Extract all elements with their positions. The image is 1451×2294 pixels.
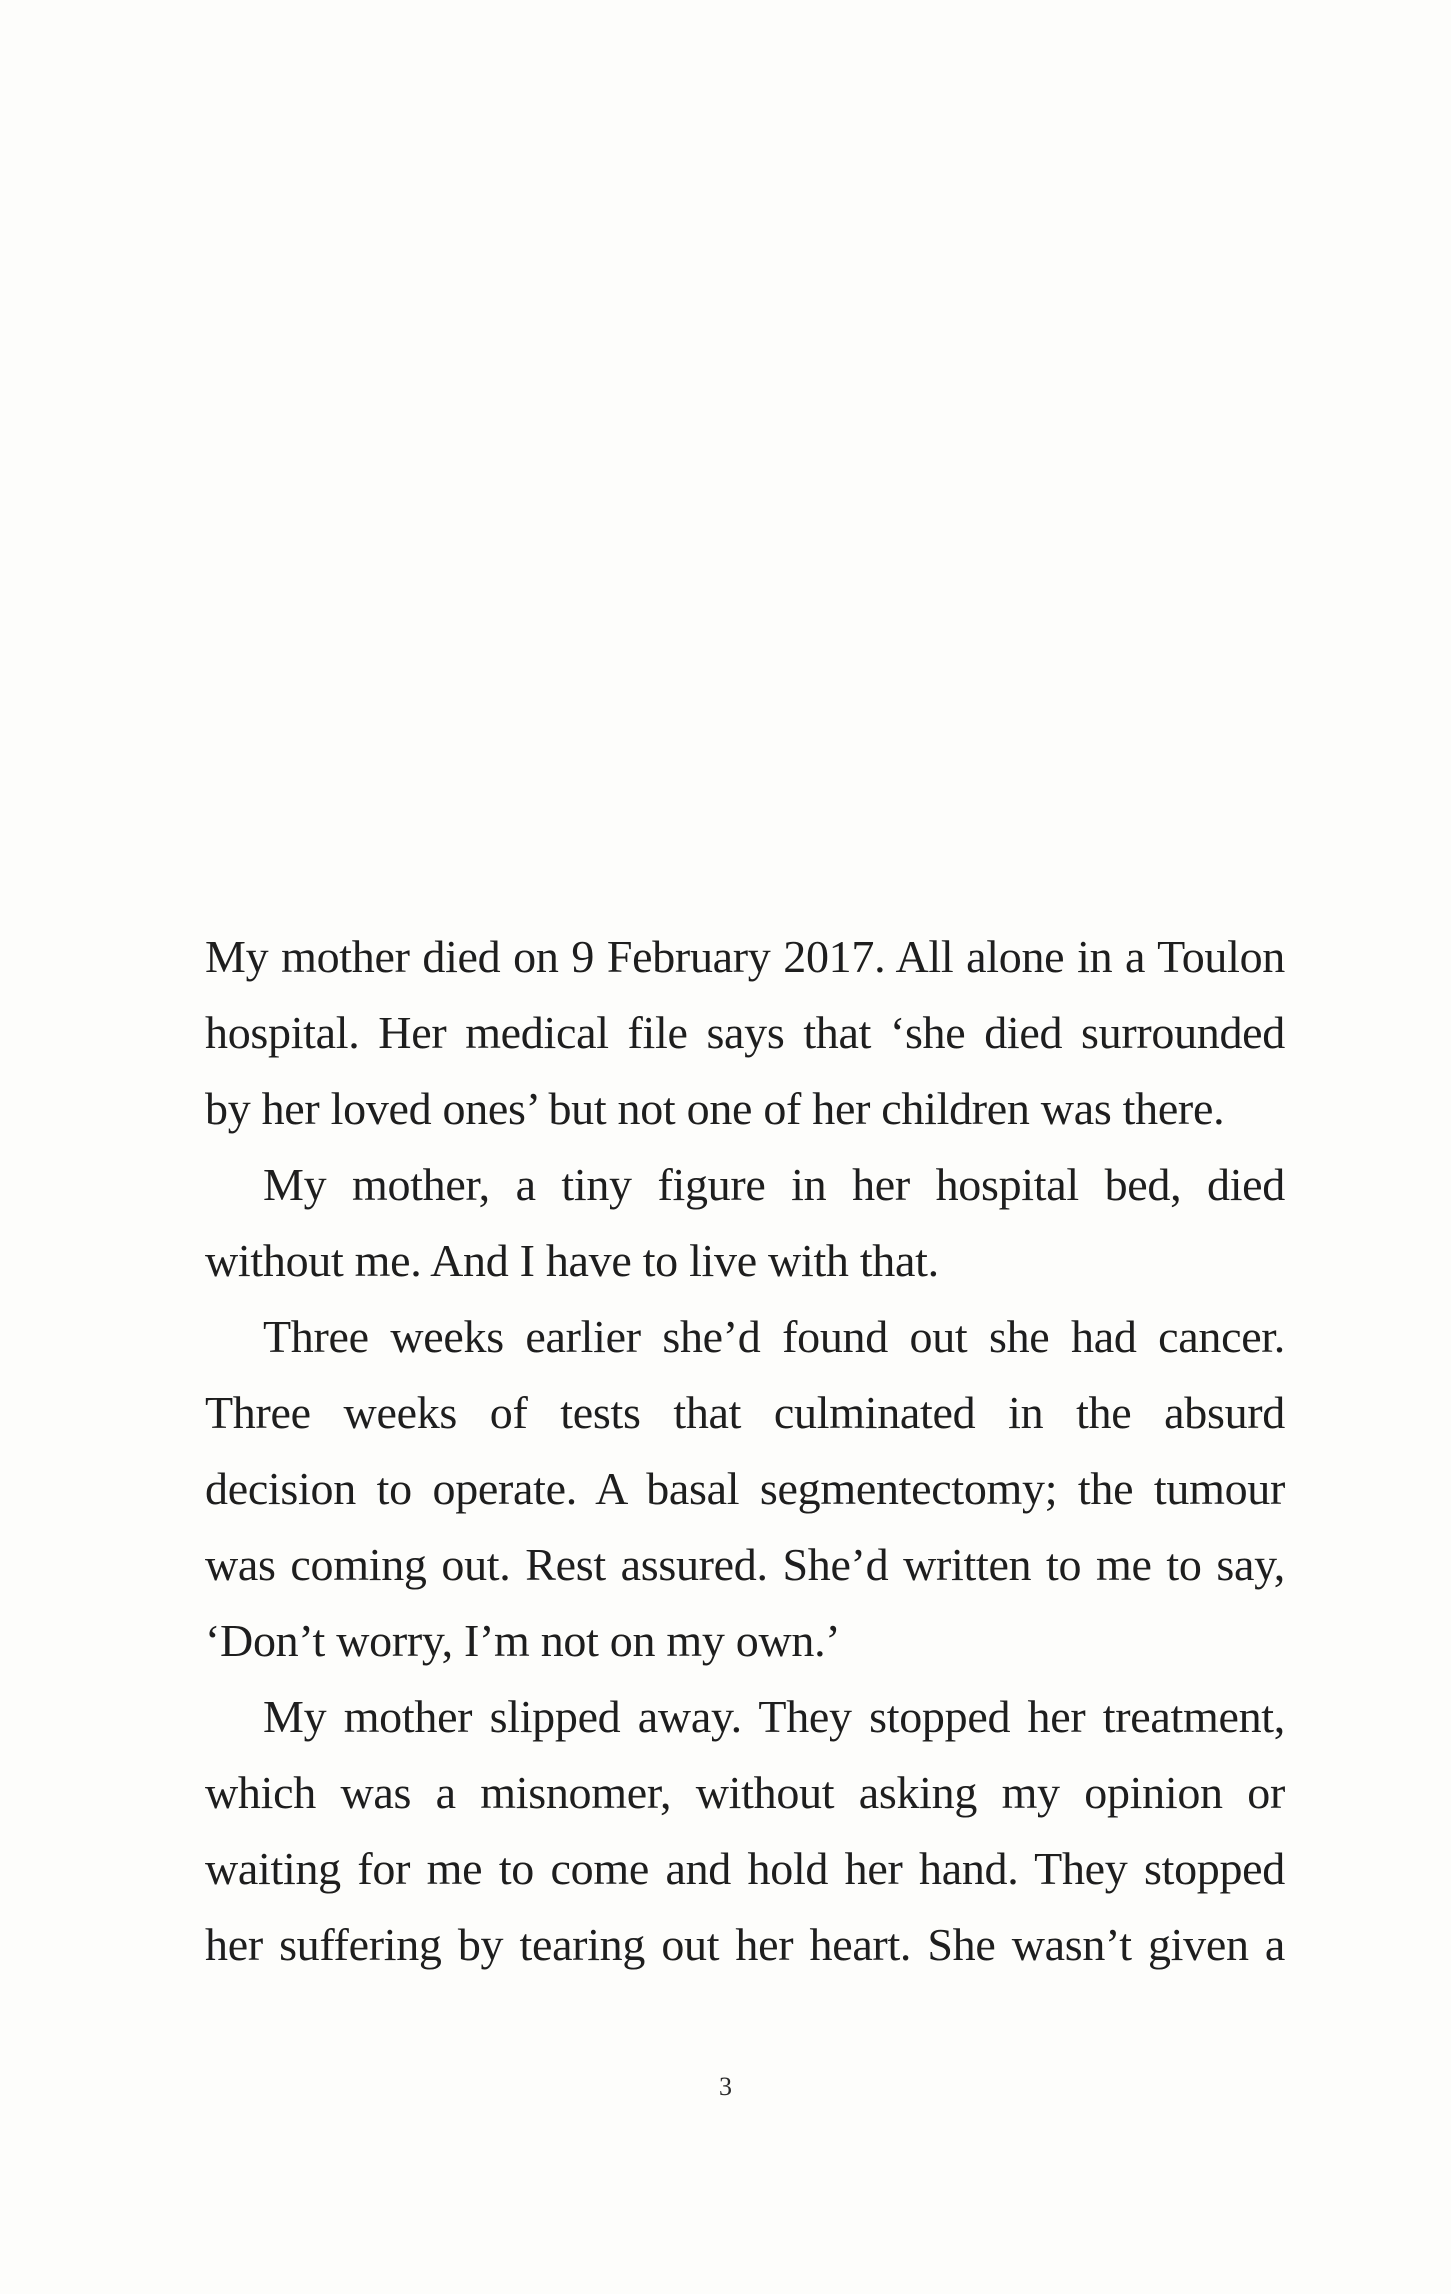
text-line: My mother died on 9 February 2017. All alone in a Toulon <box>205 931 1285 982</box>
text-line: which was a misnomer, without asking my opinion or <box>205 1767 1285 1818</box>
paragraph-first-line: My mother slipped away. They stopped her treatment, <box>263 1691 1285 1742</box>
text-line: decision to operate. A basal segmentectomy; the tumour <box>205 1463 1285 1514</box>
page-number: 3 <box>719 2072 732 2101</box>
text-line: by her loved ones’ but not one of her children was there. <box>205 1083 1225 1134</box>
text-line: her suffering by tearing out her heart. She wasn’t given a <box>205 1919 1285 1970</box>
text-line: Three weeks of tests that culminated in the absurd <box>205 1387 1285 1438</box>
text-line: hospital. Her medical file says that ‘she died surrounded <box>205 1007 1285 1058</box>
paragraph-first-line: My mother, a tiny figure in her hospital bed, died <box>263 1159 1285 1210</box>
text-line: was coming out. Rest assured. She’d written to me to say, <box>205 1539 1285 1590</box>
text-line: without me. And I have to live with that. <box>205 1235 939 1286</box>
paragraph-first-line: Three weeks earlier she’d found out she had cancer. <box>263 1311 1285 1362</box>
text-line: ‘Don’t worry, I’m not on my own.’ <box>205 1615 841 1666</box>
body-text <box>205 919 1285 1983</box>
text-line: waiting for me to come and hold her hand. They stopped <box>205 1843 1285 1894</box>
